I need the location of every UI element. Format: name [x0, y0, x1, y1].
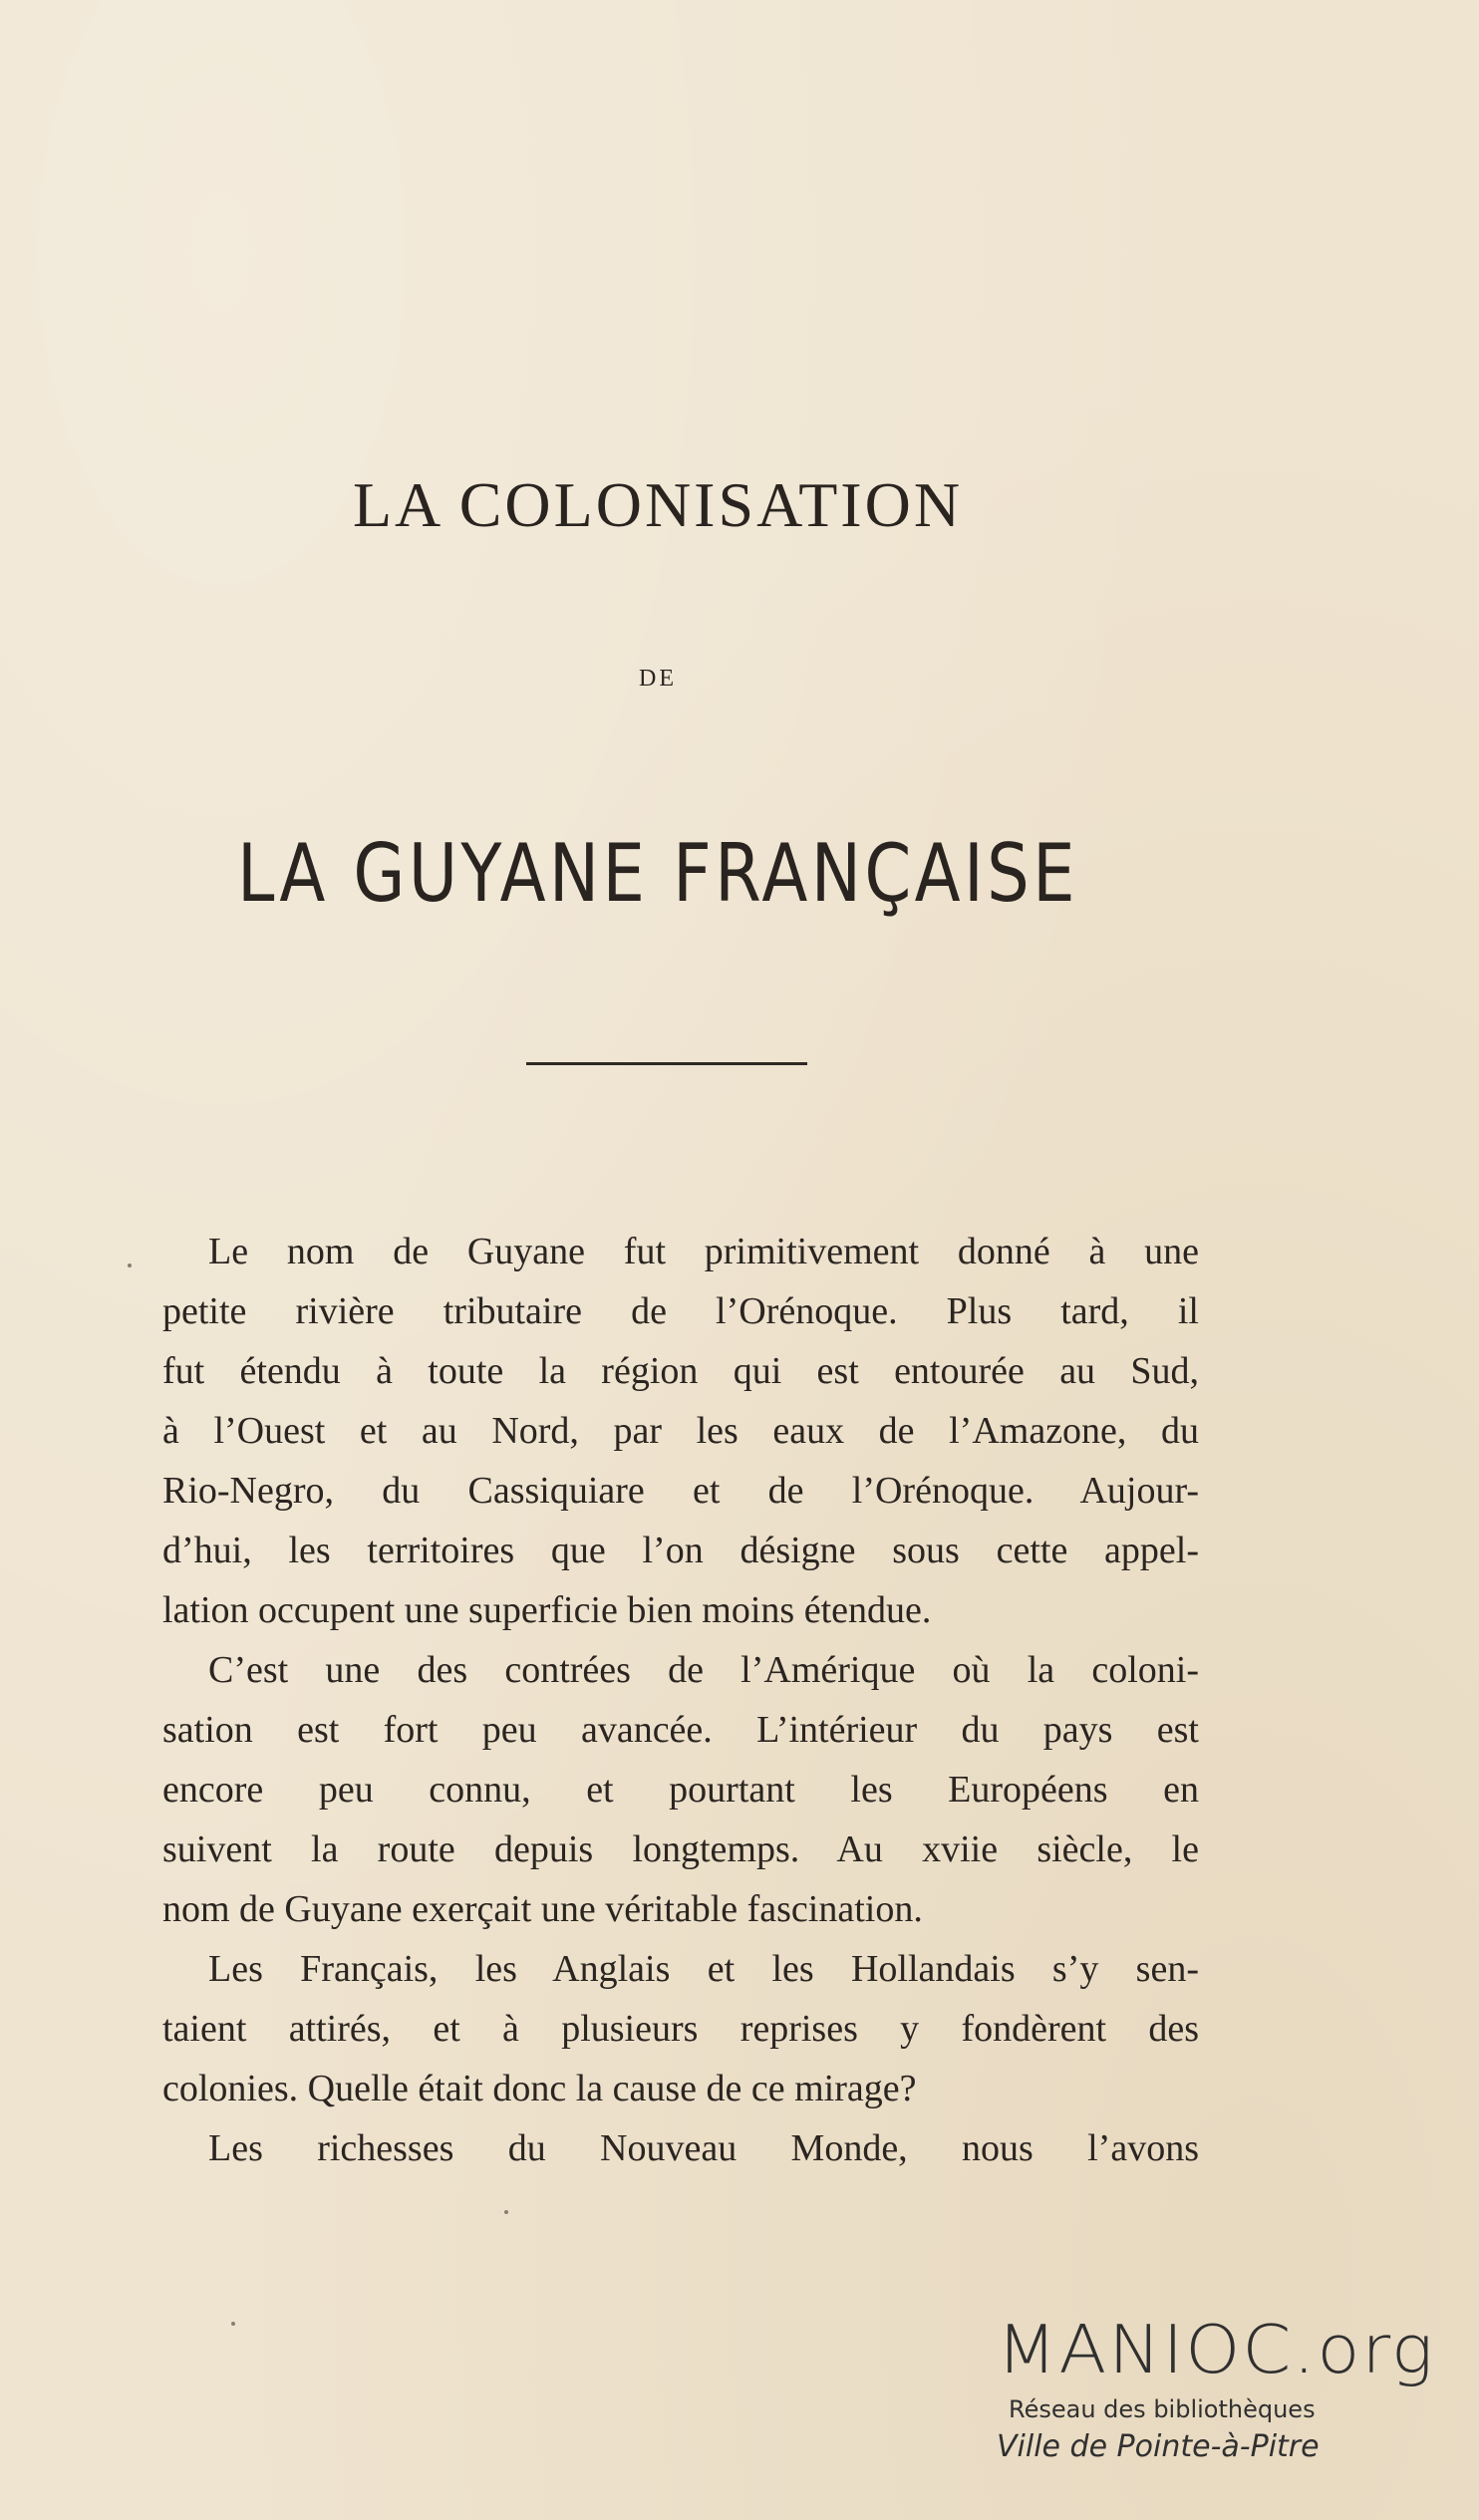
text-line: lation occupent une superficie bien moins étendue. [162, 1589, 932, 1631]
title-rule [526, 1062, 807, 1065]
text-line: à l’Ouest et au Nord, par les eaux de l’Amazone, du [162, 1410, 1199, 1452]
watermark-line-2: Ville de Pointe-à-Pitre [997, 2429, 1320, 2464]
title-connector: DE [639, 666, 677, 692]
body-text [162, 1222, 1199, 2178]
text-line: d’hui, les territoires que l’on désigne sous cette appel- [162, 1530, 1199, 1571]
manioc-logo: MANIOC.org [997, 2311, 1435, 2388]
paper-speck [504, 2210, 508, 2214]
paper-speck [128, 1263, 132, 1267]
text-line: C’est une des contrées de l’Amérique où la coloni- [208, 1649, 1199, 1691]
paragraph-4 [162, 2118, 1199, 2178]
text-line: nom de Guyane exerçait une véritable fascination. [162, 1888, 923, 1930]
paragraph-1 [162, 1222, 1199, 1640]
title-line-2: LA GUYANE FRANÇAISE [237, 827, 1078, 920]
text-line: taient attirés, et à plusieurs reprises y fondèrent des [162, 2008, 1199, 2050]
text-line: fut étendu à toute la région qui est entourée au Sud, [162, 1350, 1199, 1392]
text-line: Le nom de Guyane fut primitivement donné à une [208, 1231, 1199, 1272]
text-line: suivent la route depuis longtemps. Au xviie siècle, le [162, 1828, 1199, 1870]
text-line: Rio-Negro, du Cassiquiare et de l’Orénoque. Aujour- [162, 1470, 1199, 1512]
text-line: Les Français, les Anglais et les Hollandais s’y sen- [208, 1948, 1199, 1990]
text-line: encore peu connu, et pourtant les Européens en [162, 1769, 1199, 1811]
text-line: sation est fort peu avancée. L’intérieur du pays est [162, 1709, 1199, 1751]
text-line: Les richesses du Nouveau Monde, nous l’avons [208, 2127, 1199, 2169]
paragraph-3 [162, 1939, 1199, 2118]
text-line: petite rivière tributaire de l’Orénoque. Plus tard, il [162, 1290, 1199, 1332]
title-line-1: LA COLONISATION [352, 469, 964, 540]
text-line: colonies. Quelle était donc la cause de ce mirage? [162, 2068, 917, 2109]
paragraph-2 [162, 1640, 1199, 1939]
paper-speck [231, 2322, 235, 2326]
manioc-watermark [997, 2310, 1445, 2464]
watermark-line-1: Réseau des bibliothèques [1009, 2395, 1316, 2423]
